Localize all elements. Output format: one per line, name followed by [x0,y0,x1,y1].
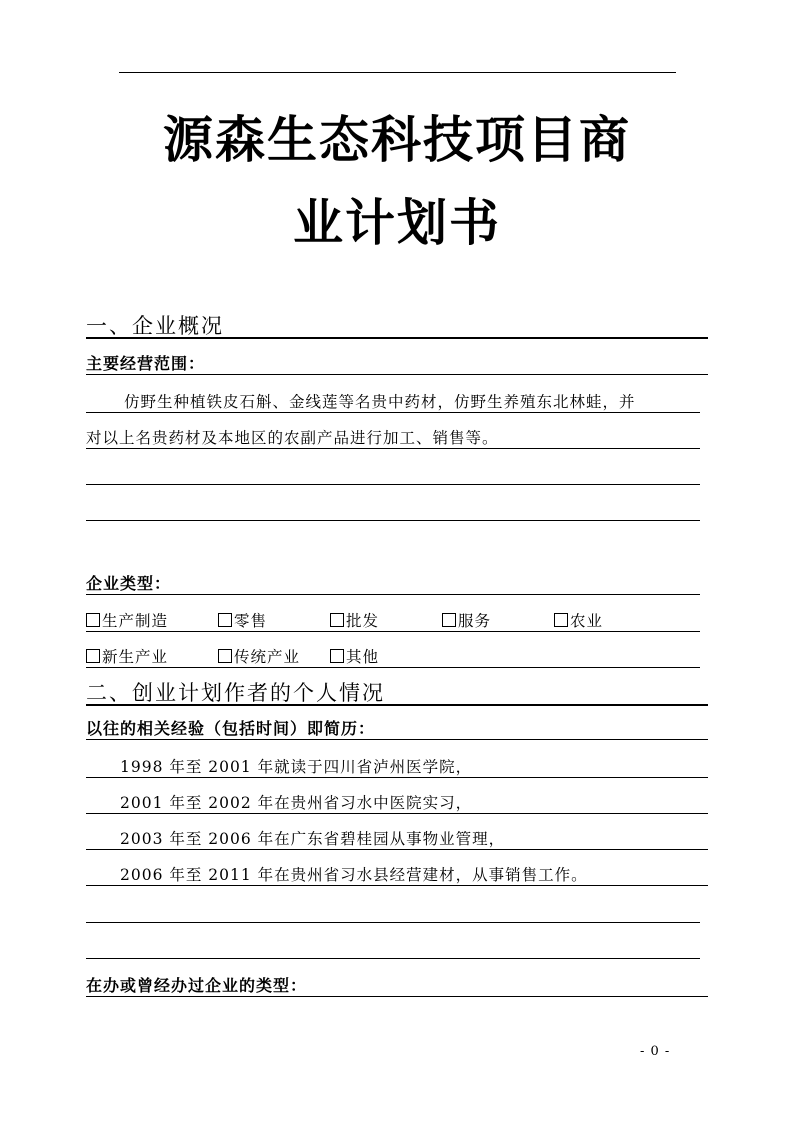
section-rule [86,704,708,706]
experience-item: 1998 年至 2001 年就读于四川省泸州医学院， [120,758,473,776]
checkbox-retail[interactable]: 零售 [218,611,267,631]
form-line [86,885,708,886]
checkbox-manufacturing[interactable]: 生产制造 [86,611,168,631]
form-line [86,667,700,668]
section-heading-company-overview: 一、企业概况 [86,314,224,338]
form-line [86,594,700,595]
checkbox-square-icon [86,649,100,663]
document-title-line2: 业计划书 [293,194,501,252]
checkbox-agriculture[interactable]: 农业 [554,611,603,631]
form-line [86,412,700,413]
experience-item: 2006 年至 2011 年在贵州省习水县经营建材，从事销售工作。 [120,866,588,884]
blank-form-line [86,922,700,923]
blank-form-line [86,958,700,959]
checkbox-service[interactable]: 服务 [442,611,491,631]
form-line [86,374,708,375]
business-scope-text-line1: 仿野生种植铁皮石斛、金线莲等名贵中药材，仿野生养殖东北林蛙，并 [124,393,636,411]
section-heading-author-info: 二、创业计划作者的个人情况 [86,681,385,705]
business-scope-label: 主要经营范围： [86,354,206,373]
section-rule [86,337,708,339]
form-line [86,849,708,850]
page-number: - 0 - [640,1044,671,1059]
form-line [86,448,700,449]
experience-item: 2001 年至 2002 年在贵州省习水中医院实习， [120,794,473,812]
checkbox-wholesale[interactable]: 批发 [330,611,379,631]
checkbox-square-icon [218,649,232,663]
form-line [86,777,708,778]
experience-label: 以往的相关经验（包括时间）即简历： [86,719,376,738]
blank-form-line [86,520,700,521]
checkbox-square-icon [86,613,100,627]
checkbox-traditional-industry[interactable]: 传统产业 [218,647,300,667]
checkbox-square-icon [330,649,344,663]
form-line [86,631,700,632]
checkbox-square-icon [330,613,344,627]
business-scope-text-line2: 对以上名贵药材及本地区的农副产品进行加工、销售等。 [86,429,499,447]
checkbox-other[interactable]: 其他 [330,647,379,667]
blank-form-line [86,484,700,485]
experience-item: 2003 年至 2006 年在广东省碧桂园从事物业管理， [120,830,506,848]
checkbox-square-icon [218,613,232,627]
form-line [86,739,708,740]
checkbox-emerging-industry[interactable]: 新生产业 [86,647,168,667]
form-line [86,813,708,814]
checkbox-square-icon [442,613,456,627]
header-rule [119,72,676,73]
form-line [86,996,708,997]
checkbox-square-icon [554,613,568,627]
company-type-label: 企业类型： [86,574,172,593]
document-title-line1: 源森生态科技项目商 [163,111,631,169]
enterprise-type-label: 在办或曾经办过企业的类型： [86,976,308,995]
